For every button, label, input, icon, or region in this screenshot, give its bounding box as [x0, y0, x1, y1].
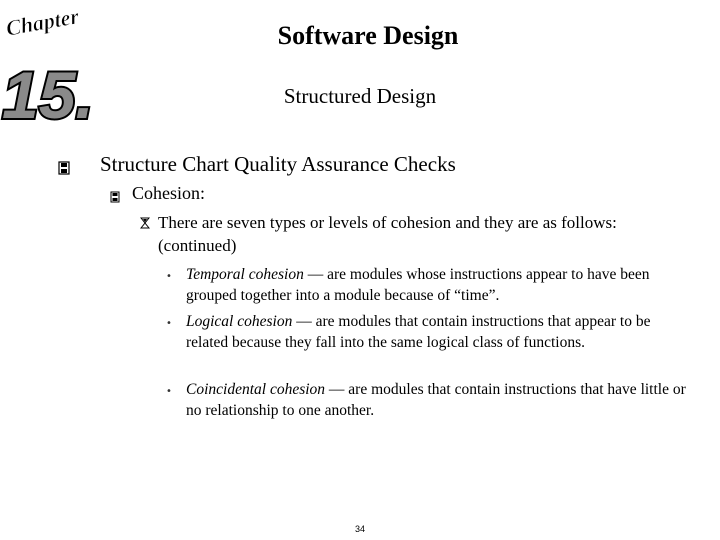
- disk-bullet-icon: [58, 150, 100, 182]
- list-item: [166, 264, 686, 306]
- topic-label: Cohesion:: [132, 183, 206, 203]
- disk-bullet-icon: [110, 181, 132, 209]
- dot-bullet-icon: •: [166, 271, 172, 282]
- chapter-logo-word: Chapter: [4, 3, 81, 41]
- slide-title: Software Design: [277, 21, 459, 50]
- chapter-logo-number: 15.: [2, 58, 94, 130]
- item-term: Logical cohesion: [186, 313, 293, 330]
- item-description: — are modules whose instructions appear to have been grouped together into a module because of “time”.: [186, 266, 650, 304]
- bullet-level1: [58, 150, 456, 182]
- item-description: — are modules that contain instructions that appear to be related because they fall into the same logical class of functions.: [186, 313, 651, 351]
- list-item: [166, 379, 686, 421]
- dot-bullet-icon: •: [166, 386, 172, 397]
- section-heading: Structure Chart Quality Assurance Checks: [100, 152, 456, 176]
- slide-subtitle: Structured Design: [283, 84, 437, 108]
- list-item: [166, 311, 686, 353]
- bullet-level2: [110, 181, 205, 209]
- hourglass-bullet-icon: [140, 211, 158, 237]
- bullet-level3: [140, 211, 660, 257]
- dot-bullet-icon: •: [166, 318, 172, 329]
- item-term: Temporal cohesion: [186, 266, 304, 283]
- item-description: — are modules that contain instructions that have little or no relationship to one another.: [186, 381, 686, 419]
- item-term: Coincidental cohesion: [186, 381, 326, 398]
- page-number: 34: [354, 524, 365, 534]
- intro-text: There are seven types or levels of cohesion and they are as follows: (continued): [158, 213, 617, 255]
